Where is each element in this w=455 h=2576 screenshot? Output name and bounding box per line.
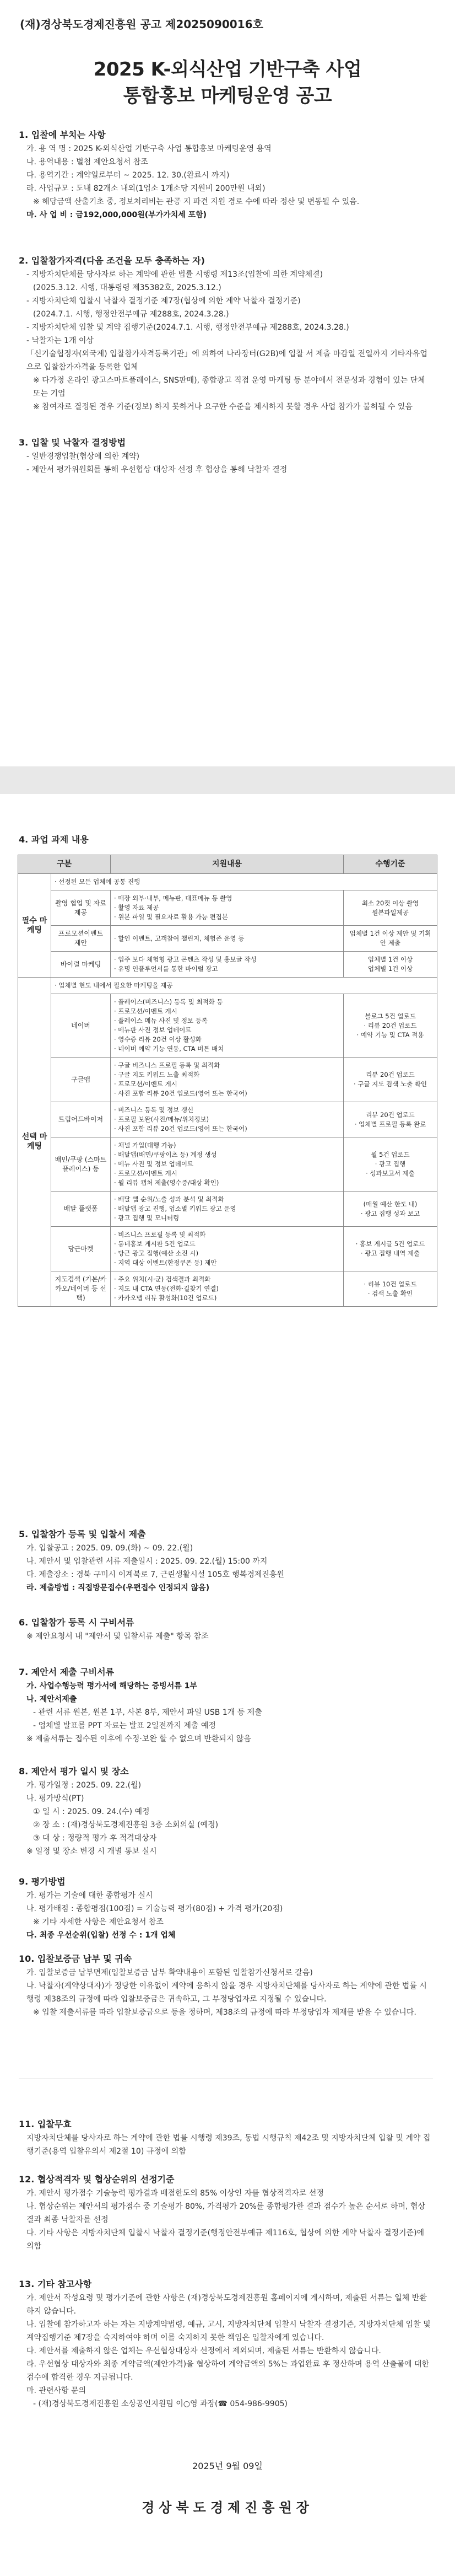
support-line: · 동네홍보 게시판 5건 업로드: [114, 1240, 196, 1248]
table-cell-support: [111, 926, 344, 952]
task-table-body: [18, 874, 437, 1307]
support-line: · 비즈니스 등록 및 정보 갱신: [114, 1106, 194, 1114]
task-table-header-row: [18, 855, 437, 874]
section-13: [19, 2277, 433, 2411]
section-3-heading: 3. 입찰 및 낙찰자 결정방법: [19, 437, 126, 448]
support-line: · 플레이스(비즈니스) 등록 및 최적화 등: [114, 998, 223, 1006]
s9-item-3: 다. 최종 우선순위(입찰) 선정 수 : 1개 업체: [26, 1931, 176, 1940]
s7-note: ※ 제출서류는 접수된 이후에 수정·보완 할 수 없으며 반환되지 않음: [26, 1735, 251, 1743]
table-cell-standard: 리뷰 20건 업로드 · 업체별 프로필 등록 완료: [344, 1102, 437, 1137]
section-10: [19, 1952, 433, 2019]
support-line: · 당근 광고 집행(예산 소진 시): [114, 1249, 199, 1257]
issuing-organization: 경상북도경제진흥원장: [142, 2500, 313, 2515]
table-row: [18, 1058, 437, 1102]
task-table: [18, 855, 437, 1307]
support-line: · 메뉴판 사진 정보 업데이트: [114, 1026, 192, 1034]
section-12-heading: 12. 협상적격자 및 협상순위의 선정기준: [19, 2174, 175, 2185]
s8-note: ※ 일정 및 장소 변경 시 개별 통보 실시: [26, 1847, 157, 1856]
s13-item-0: 가. 제안서 작성요령 및 평가기준에 관한 사항은 (재)경상북도경제진흥원 홈페이지에 게시하며, 제출된 서류는 일체 반환하지 않습니다.: [26, 2294, 427, 2316]
table-cell-standard: · 리뷰 10건 업로드 · 검색 노출 확인: [344, 1271, 437, 1307]
section-4-heading: 4. 과업 과제 내용: [19, 834, 89, 845]
section-6-heading: 6. 입찰참가 등록 시 구비서류: [19, 1617, 134, 1628]
s10-item-1: 나. 낙찰자(계약상대자)가 정당한 이유없이 계약에 응하지 않을 경우 지방자치단체를 당사자로 하는 계약에 관한 법률 시행령 제38조의 규정에 따라 입찰보증금은 귀속하고, 그 부정당업자로 지정될 수 있습니다.: [26, 1982, 427, 2004]
table-row: [18, 994, 437, 1058]
section-13-heading: 13. 기타 참고사항: [19, 2279, 92, 2289]
section-3: [19, 436, 433, 476]
table-cell-category: 배민/쿠팡 (스마트플레이스) 등: [51, 1137, 111, 1192]
support-line: · 메뉴 사진 및 정보 업데이트: [114, 1160, 194, 1168]
section-2: [19, 254, 433, 414]
table-group-intro: · 선정된 모든 업체에 공통 진행: [51, 874, 437, 890]
table-cell-support: [111, 994, 344, 1058]
table-cell-support: [111, 1227, 344, 1271]
support-line: · 배달앱 광고 진행, 업소별 키워드 광고 운영: [114, 1205, 236, 1212]
s10-item-0: 가. 입찰보증금 납부면제(입찰보증금 납부 확약내용이 포함된 입찰참가신청서로 갈음): [26, 1968, 313, 1977]
table-row: [18, 1137, 437, 1192]
s1-item-2: 다. 용역기간 : 계약일로부터 ~ 2025. 12. 30.(완료시 까지): [26, 171, 230, 180]
section-8-heading: 8. 제안서 평가 일시 및 장소: [19, 1766, 129, 1777]
table-cell-support: [111, 890, 344, 926]
s5-item-3: 라. 제출방법 : 직접방문접수(우편접수 인정되지 않음): [26, 1584, 210, 1592]
notice-number: (재)경상북도경제진흥원 공고 제2025090016호: [20, 18, 263, 31]
support-line: · 광고 집행 및 모니터링: [114, 1214, 180, 1222]
table-row: [18, 926, 437, 952]
s8-item-4: ③ 대 상 : 정량적 평가 후 적격대상자: [33, 1834, 157, 1843]
table-cell-category: 지도검색 (기본/카카오/네이버 등 선택): [51, 1271, 111, 1307]
table-group-intro-row: [18, 874, 437, 890]
support-line: · 촬영 자료 제공: [114, 904, 159, 911]
table-cell-standard: 블로그 5건 업로드 · 리뷰 20건 업로드 · 예약 기능 및 CTA 적용: [344, 994, 437, 1058]
table-cell-category: 당근마켓: [51, 1227, 111, 1271]
support-line: · 프로필 보완(사진/메뉴/위치정보): [114, 1115, 209, 1123]
support-line: · 지도 내 CTA 연동(전화·길찾기 연결): [114, 1285, 219, 1292]
s2-item-3: (2024.7.1. 시행, 행정안전부예규 제288호, 2024.3.28.): [33, 310, 229, 319]
s1-note: ※ 해당금액 산출기초 중, 정보처리비는 관공 지 파견 지원 경로 수에 따라 정산 및 변동될 수 있음.: [33, 197, 360, 206]
support-line: · 영수증 리뷰 20건 이상 활성화: [114, 1035, 202, 1043]
s3-item-0: - 일반경쟁입찰(협상에 의한 계약): [26, 452, 140, 461]
s7-item-0: 가. 사업수행능력 평가서에 해당하는 증빙서류 1부: [26, 1682, 197, 1690]
s2-item-4: - 지방자치단체 입찰 및 계약 집행기준(2024.7.1. 시행, 행정안전부예규 제288호, 2024.3.28.): [26, 323, 349, 332]
support-line: · 구글 비즈니스 프로필 등록 및 최적화: [114, 1061, 220, 1069]
table-cell-standard: 최소 20컷 이상 촬영 원본파일제공: [344, 890, 437, 926]
section-5-heading: 5. 입찰참가 등록 및 입찰서 제출: [19, 1529, 146, 1539]
table-header-support: 지원내용: [111, 855, 344, 874]
section-9-heading: 9. 평가방법: [19, 1876, 66, 1887]
s2-item-6: 「신기술협정자(외국계) 입찰참가자격등록기관」에 의하여 나라장터(G2B)에 입찰 서 제출 마감일 전일까지 기타자유업으로 입찰참가자격을 등록한 업체: [26, 350, 427, 372]
s2-item-2: - 지방자치단체 입찰시 낙찰자 결정기준 제7장(협상에 의한 계약 낙찰자 결정기준): [26, 297, 301, 305]
table-cell-category: 트립어드바이저: [51, 1102, 111, 1137]
section-7: [19, 1665, 433, 1746]
table-cell-standard: 월 5건 업로드 · 광고 집행 · 성과보고서 제출: [344, 1137, 437, 1192]
s2-item-5: - 낙찰자는 1개 이상: [26, 336, 94, 345]
s9-item-2: ※ 기타 자세한 사항은 제안요청서 참조: [33, 1918, 164, 1926]
notice-date: 2025년 9월 09일: [192, 2461, 263, 2471]
s1-item-4: 마. 사 업 비 : 금192,000,000원(부가가치세 포함): [26, 211, 207, 219]
s5-item-1: 나. 제안서 및 입찰관련 서류 제출일시 : 2025. 09. 22.(월) 15:00 까지: [26, 1557, 268, 1566]
table-cell-category: 네이버: [51, 994, 111, 1058]
support-line: · 네이버 예약 기능 연동, CTA 버튼 배치: [114, 1045, 224, 1053]
s9-item-0: 가. 평가는 기술에 대한 종합평가 실시: [26, 1891, 153, 1900]
support-line: · 프로모션/이벤트 게시: [114, 1007, 177, 1015]
s11-item-0: 지방자치단체를 당사자로 하는 계약에 관한 법률 시행령 제39조, 동법 시행규칙 제42조 및 지방자치단체 입찰 및 계약 집행기준(용역 입찰유의서 제2절 10) 규정에 의함: [26, 2134, 431, 2156]
table-cell-support: [111, 1271, 344, 1307]
support-line: · 채널 가입(대행 가능): [114, 1141, 176, 1149]
support-line: · 프로모션/이벤트 게시: [114, 1169, 177, 1177]
s3-item-1: - 제안서 평가위원회를 통해 우선협상 대상자 선정 후 협상을 통해 낙찰자 결정: [26, 465, 288, 474]
s12-item-0: 가. 제안서 평가점수 기술능력 평가결과 배점한도의 85% 이상인 자를 협상적격자로 선정: [26, 2189, 324, 2198]
s5-item-2: 다. 제출장소 : 경북 구미시 이계북로 7, 근린생활시설 105호 행복경제진흥원: [26, 1570, 284, 1579]
section-4: [19, 833, 433, 847]
notice-sheet-2: [0, 794, 455, 2576]
support-line: · 원본 파일 및 필요자료 활용 가능 편집본: [114, 913, 228, 921]
support-line: · 유명 인플루언서를 통한 바이럴 광고: [114, 965, 218, 973]
document-title: [0, 56, 455, 109]
s7-item-1: 나. 제안서제출: [26, 1695, 77, 1704]
s1-item-1: 나. 용역내용 : 별첨 제안요청서 참조: [26, 158, 148, 167]
s13-item-4: 마. 관련사항 문의: [26, 2386, 86, 2395]
title-line-2: 통합홍보 마케팅운영 공고: [123, 85, 332, 107]
support-line: · 지역 대상 이벤트(한정쿠폰 등) 제안: [114, 1259, 217, 1266]
section-1-heading: 1. 입찰에 부치는 사항: [19, 130, 106, 140]
s1-item-3: 라. 사업규모 : 도내 82개소 내외(1업소 1개소당 지원비 200만원 내외): [26, 184, 266, 193]
s13-item-3: 라. 우선협상 대상자와 최종 계약금액(제안가격)을 협상하여 계약금액의 5%는 과업완료 후 정산하며 용역 산출물에 대한 검수에 합격한 경우 지급됩니다.: [26, 2360, 430, 2382]
table-header-standard: 수행기준: [344, 855, 437, 874]
section-8: [19, 1764, 433, 1858]
table-cell-support: [111, 1058, 344, 1102]
table-row: [18, 890, 437, 926]
table-group-name: 선택 마케팅: [18, 978, 51, 1307]
section-10-heading: 10. 입찰보증금 납부 및 귀속: [19, 1954, 132, 1964]
s8-item-0: 가. 평가일정 : 2025. 09. 22.(월): [26, 1781, 142, 1790]
support-line: · 플레이스 메뉴 사진 및 정보 등록: [114, 1017, 208, 1024]
section-6: [19, 1616, 433, 1643]
section-11-heading: 11. 입찰무효: [19, 2119, 72, 2129]
table-row: [18, 1271, 437, 1307]
table-group-intro-row: [18, 978, 437, 994]
s8-item-2: ① 일 시 : 2025. 09. 24.(수) 예정: [33, 1807, 150, 1816]
table-cell-standard: (매월 예산 한도 내) · 광고 집행 성과 보고: [344, 1192, 437, 1227]
s10-item-2: ※ 입찰 제출서류를 따라 입찰보증금으로 등을 정하며, 제38조의 규정에 따라 부정당업자 제재를 받을 수 있습니다.: [33, 2008, 416, 2017]
support-line: · 비즈니스 프로필 등록 및 최적화: [114, 1231, 206, 1238]
support-line: · 카카오맵 리뷰 활성화(10건 업로드): [114, 1294, 217, 1302]
table-cell-category: 구글맵: [51, 1058, 111, 1102]
s5-item-0: 가. 입찰공고 : 2025. 09. 09.(화) ~ 09. 22.(월): [26, 1544, 193, 1553]
table-cell-category: 바이럴 마케팅: [51, 952, 111, 978]
section-9: [19, 1875, 433, 1942]
table-header-category: 구분: [18, 855, 111, 874]
table-row: [18, 1192, 437, 1227]
table-cell-standard: 업체별 1건 이상 제안 및 기획안 제출: [344, 926, 437, 952]
table-cell-category: 프로모션이벤트 제안: [51, 926, 111, 952]
s7-item-2: - 관련 서류 원본, 원본 1부, 사본 8부, 제안서 파일 USB 1개 등 제출: [33, 1708, 262, 1717]
support-line: · 월 리뷰 캡처 제출(영수증/대상 확인): [114, 1179, 219, 1187]
s2-item-0: - 지방자치단체를 당사자로 하는 계약에 관한 법률 시행령 제13조(입찰에 의한 계약체결): [26, 270, 323, 279]
s12-item-2: 다. 기타 사항은 지방자치단체 입찰시 낙찰자 결정기준(행정안전부예규 제116호, 협상에 의한 계약 낙찰자 결정기준)에 의함: [26, 2229, 425, 2251]
section-11: [19, 2117, 433, 2158]
s8-item-1: 나. 평가방식(PT): [26, 1794, 84, 1803]
table-group-intro: · 업체별 현도 내에서 필요한 마케팅을 제공: [51, 978, 437, 994]
s9-item-1: 나. 평가배점 : 종합평점(100점) = 기술능력 평가(80점) + 가격 평가(20점): [26, 1904, 283, 1913]
support-line: · 할인 이벤트, 고객참여 챌린지, 체험존 운영 등: [114, 934, 245, 942]
s1-item-0: 가. 용 역 명 : 2025 K-외식산업 기반구축 사업 통합홍보 마케팅운영 용역: [26, 144, 272, 153]
s2-item-1: (2025.3.12. 시행, 대통령령 제35382호, 2025.3.12.): [33, 283, 221, 292]
table-row: [18, 1102, 437, 1137]
s8-item-3: ② 장 소 : (재)경상북도경제진흥원 3층 소회의실 (예정): [33, 1821, 219, 1829]
s2-item-7: ※ 다가정 온라인 광고스마트플레이스, SNS판매), 종합광고 직접 운영 마케팅 등 분야에서 전문성과 경험이 있는 단체 또는 기업: [33, 376, 425, 398]
s7-item-3: - 업체별 발표를 PPT 자료는 발표 2일전까지 제출 예정: [33, 1721, 216, 1730]
table-cell-support: [111, 1102, 344, 1137]
support-line: · 매장 외부·내부, 메뉴판, 대표메뉴 등 촬영: [114, 894, 232, 902]
table-cell-category: 촬영 협업 및 자료 제공: [51, 890, 111, 926]
table-cell-standard: 업체별 1건 이상 업체별 1건 이상: [344, 952, 437, 978]
title-line-1: 2025 K-외식산업 기반구축 사업: [93, 58, 362, 80]
table-row: [18, 952, 437, 978]
support-line: · 배달앱(배민/쿠팡이츠 등) 계정 생성: [114, 1151, 217, 1158]
s12-item-1: 나. 협상순위는 제안서의 평가점수 중 기술평가 80%, 가격평가 20%를 종합평가한 결과 점수가 높은 순서로 하며, 협상 결과 최종 낙찰자를 선정: [26, 2202, 425, 2224]
support-line: · 구글 지도 키워드 노출 최적화: [114, 1071, 200, 1078]
table-cell-category: 배달 플랫폼: [51, 1192, 111, 1227]
table-row: [18, 1227, 437, 1271]
notice-sheet-1: [0, 0, 455, 766]
table-cell-standard: · 홍보 게시글 5건 업로드 · 광고 집행 내역 제출: [344, 1227, 437, 1271]
s13-item-5: - (재)경상북도경제진흥원 소상공인지원팀 이○영 과장(☎ 054-986-9905): [33, 2400, 288, 2408]
s13-item-1: 나. 입찰에 참가하고자 하는 자는 지방계약법령, 예규, 고시, 지방자치단체 입찰시 낙찰자 결정기준, 지방자치단체 입찰 및 계약집행기준 제7장을 숙지하여야 하며 이를 숙지하지 못한 책임은 입찰자에게 있습니다.: [26, 2320, 431, 2342]
support-line: · 주요 위치(시·군) 검색결과 최적화: [114, 1275, 211, 1283]
support-line: · 업주 보다 체험형 광고 콘텐츠 작성 및 홍보글 작성: [114, 956, 257, 963]
s13-item-2: 다. 제안서를 제출하지 않은 업체는 우선협상대상자 선정에서 제외되며, 제출된 서류는 반환하지 않습니다.: [26, 2347, 381, 2355]
support-line: · 사진 포함 리뷰 20건 업로드(영어 또는 한국어): [114, 1125, 247, 1133]
table-group-name: 필수 마케팅: [18, 874, 51, 978]
section-7-heading: 7. 제안서 제출 구비서류: [19, 1667, 115, 1677]
section-12: [19, 2172, 433, 2253]
table-cell-standard: 리뷰 20건 업로드 · 구글 지도 검색 노출 확인: [344, 1058, 437, 1102]
support-line: · 배달 앱 순위/노출 성과 분석 및 최적화: [114, 1195, 224, 1203]
table-cell-support: [111, 952, 344, 978]
support-line: · 프로모션/이벤트 게시: [114, 1080, 177, 1088]
s2-item-8: ※ 참여자로 결정된 경우 기준(정보) 하지 못하거나 요구한 수준을 제시하지 못할 경우 사업 참가가 불허될 수 있음: [33, 402, 413, 411]
section-2-heading: 2. 입찰참가자격(다음 조건을 모두 충족하는 자): [19, 255, 205, 266]
table-cell-support: [111, 1137, 344, 1192]
section-5: [19, 1527, 433, 1595]
section-1: [19, 128, 433, 222]
task-table-wrapper: [18, 855, 437, 1307]
table-cell-support: [111, 1192, 344, 1227]
s6-note: ※ 제안요청서 내 "제안서 및 입찰서류 제출" 항목 참조: [26, 1632, 209, 1641]
support-line: · 사진 포함 리뷰 20건 업로드(영어 또는 한국어): [114, 1090, 247, 1097]
